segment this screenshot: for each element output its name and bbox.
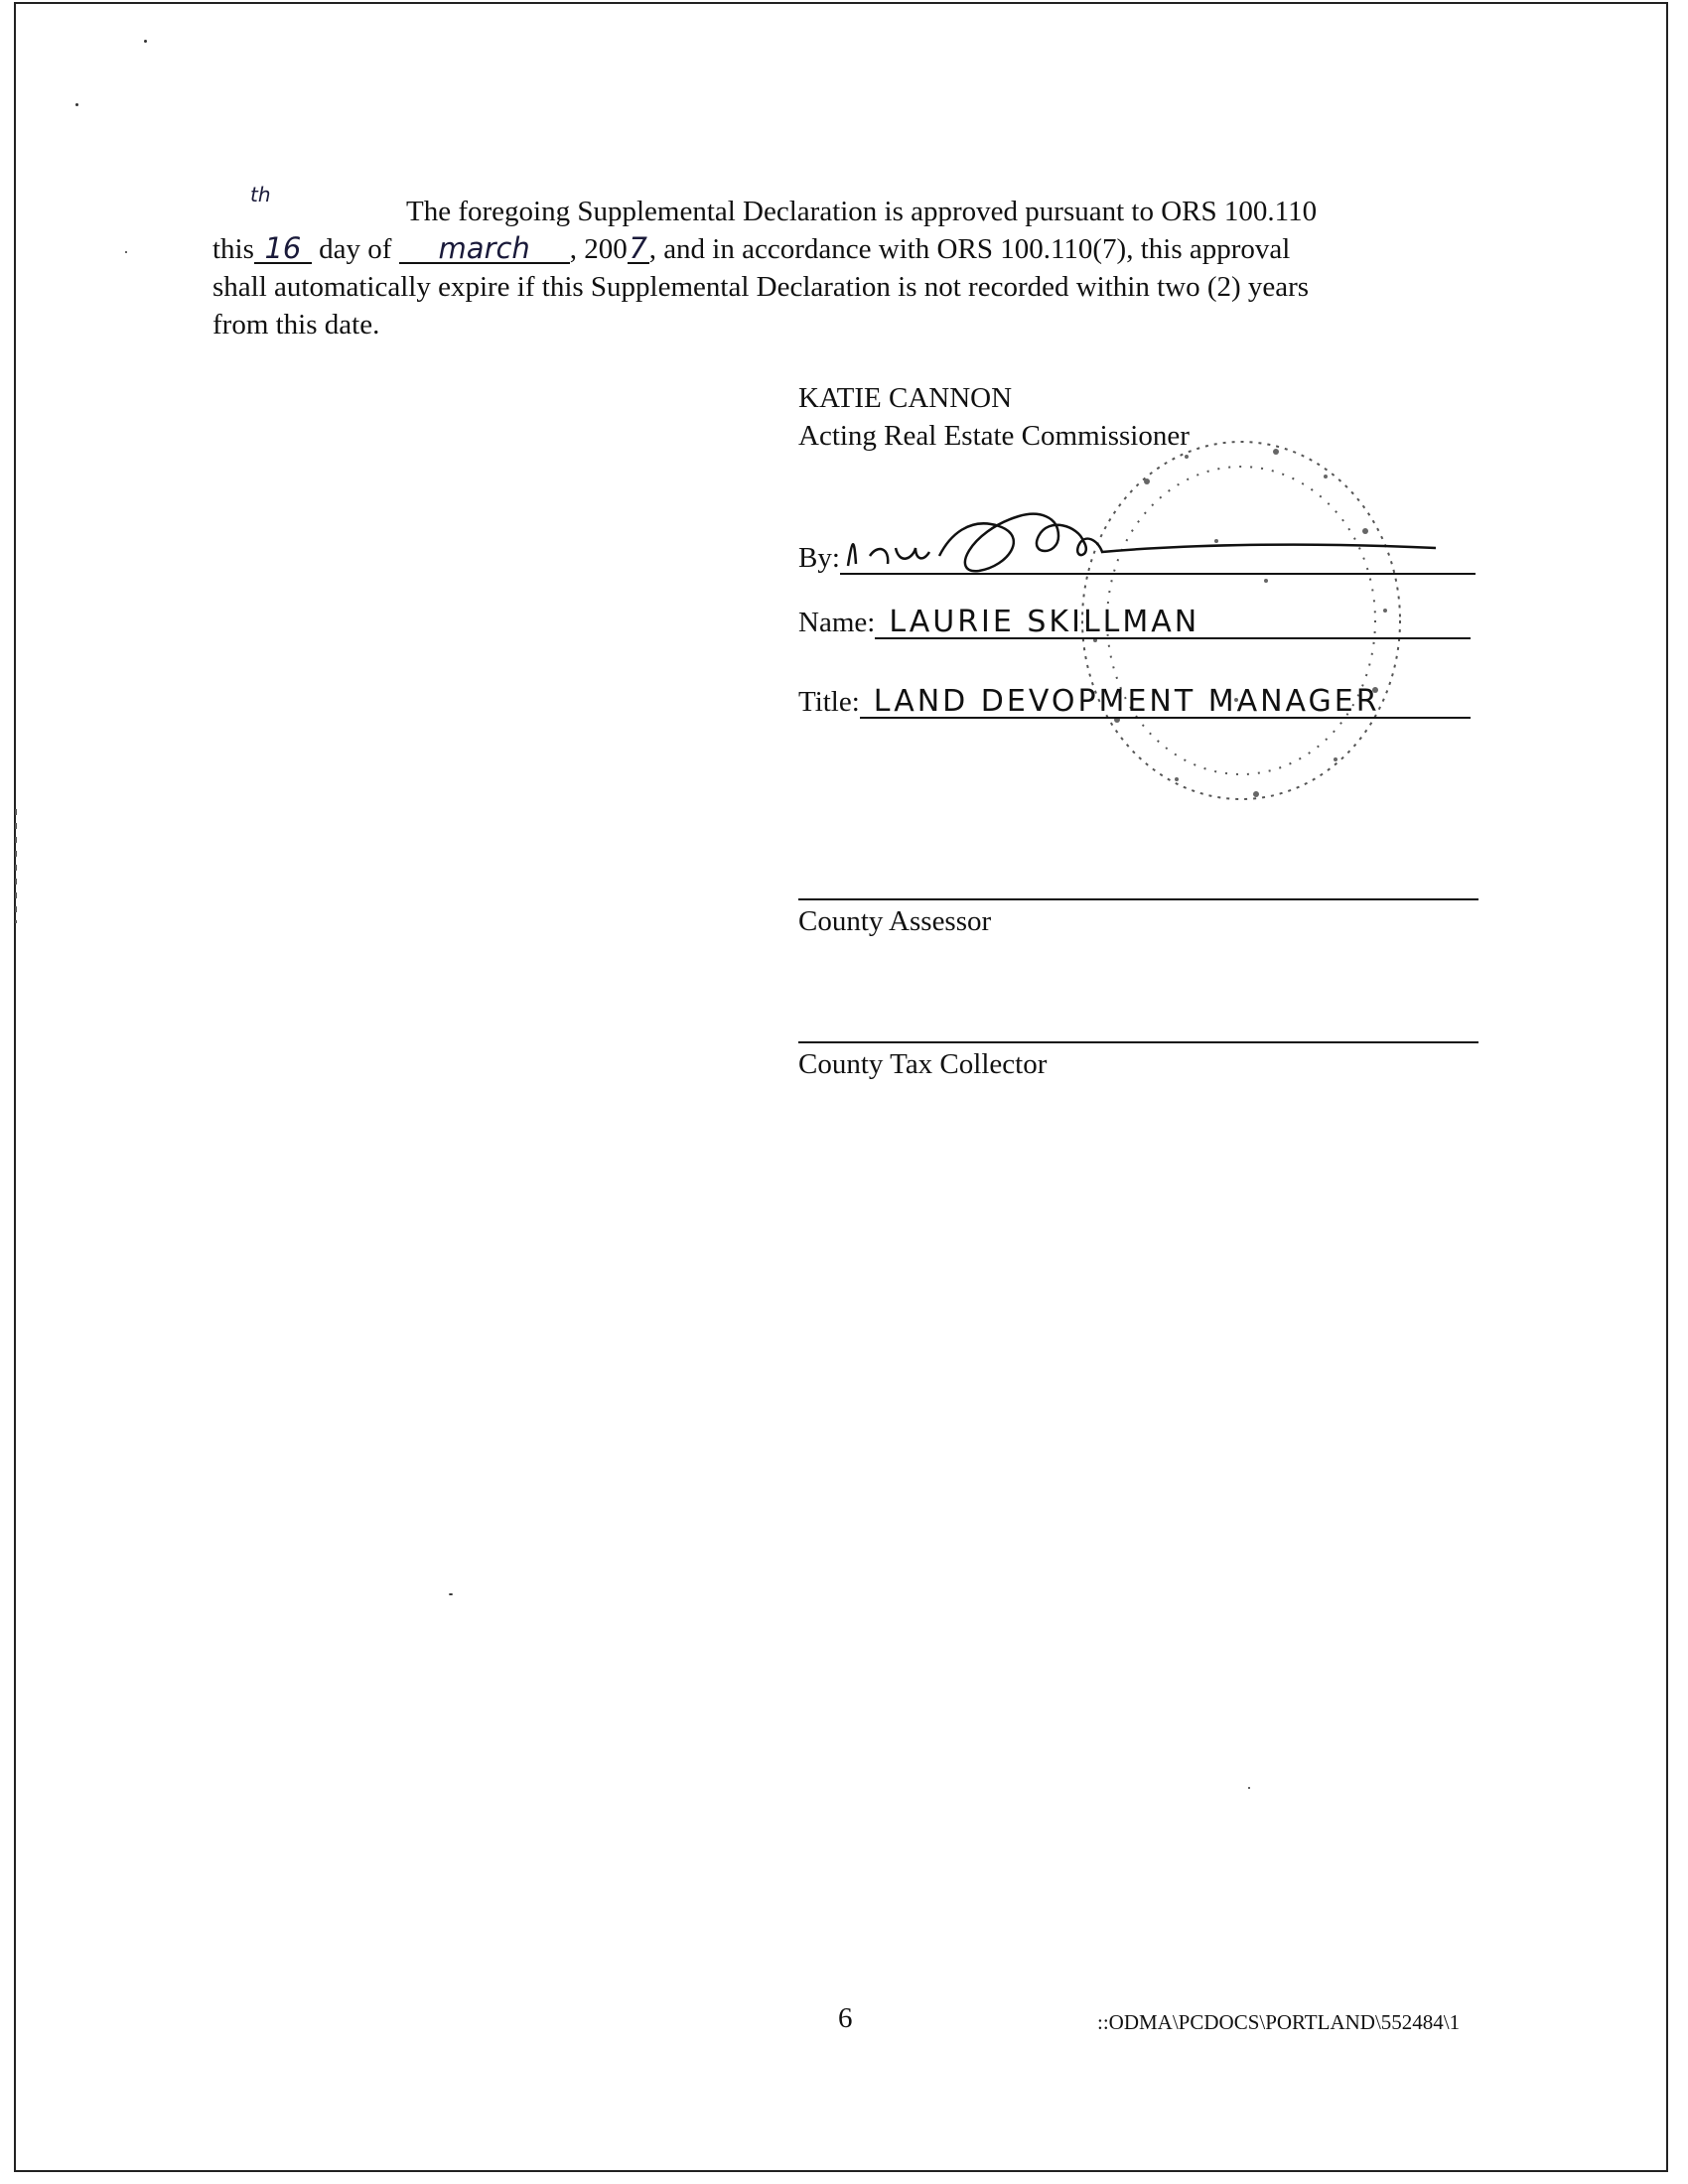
title-handwriting: LAND DEVOPMENT MANAGER [873,684,1380,719]
year-handwriting: 7 [629,231,647,265]
title-row [798,685,1471,719]
scan-margin-marks [15,809,17,923]
scan-speck [449,1593,453,1595]
paragraph-line-3: shall automatically expire if this Supplemental Declaration is not recorded within two (2) years [212,271,1310,303]
document-reference: ::ODMA\PCDOCS\PORTLAND\552484\1 [1097,2010,1461,2034]
page-number: 6 [838,2002,853,2034]
signatory-name: KATIE CANNON [798,382,1013,414]
name-line [875,606,1471,639]
signature-line [840,541,1476,575]
county-tax-collector-label: County Tax Collector [798,1048,1048,1080]
title-label: Title: [798,686,860,718]
paragraph-text: day of [319,233,392,265]
paragraph-text: The foregoing Supplemental Declaration is approved pursuant to ORS 100.110 [406,196,1318,227]
tax-collector-signature-line [798,1041,1478,1043]
by-row [798,541,1476,575]
scan-speck [144,40,147,43]
name-handwriting: LAURIE SKILLMAN [889,605,1200,639]
title-line [860,685,1471,719]
assessor-signature-line [798,898,1478,900]
scan-speck [75,103,78,106]
paragraph-line-2 [212,230,1483,268]
scan-speck [125,251,127,253]
name-label: Name: [798,607,876,638]
paragraph-text: , and in accordance with ORS 100.110(7), this approval [648,233,1291,265]
paragraph-text: this [212,233,254,265]
name-row [798,606,1471,639]
day-handwriting: 16 [254,234,312,264]
paragraph-text: , 200 [569,233,628,265]
by-label: By: [798,542,840,574]
handwritten-signature [840,486,1456,576]
month-handwriting: march [399,234,570,264]
paragraph-line-4: from this date. [212,309,380,341]
day-suffix-handwriting: th [250,183,271,206]
approval-paragraph [212,193,1483,343]
paragraph-line-1 [212,193,1483,230]
county-assessor-label: County Assessor [798,905,992,937]
signatory-title: Acting Real Estate Commissioner [798,420,1190,452]
scan-speck [1248,1787,1250,1789]
